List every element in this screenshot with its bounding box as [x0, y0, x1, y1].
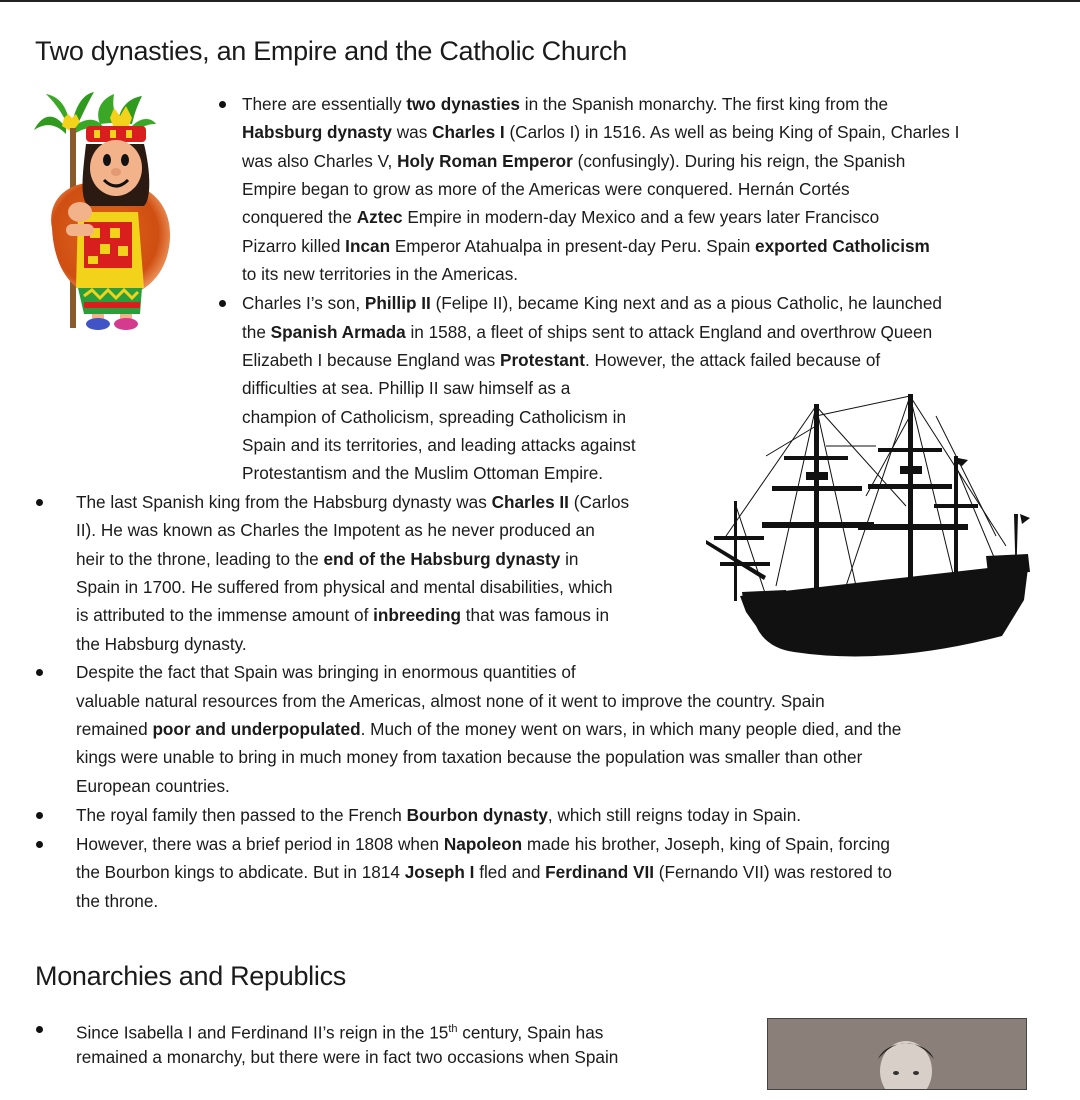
inca-figure-illustration	[32, 88, 180, 333]
b1-line7: to its new territories in the Americas.	[242, 264, 519, 284]
portrait-figure	[768, 1019, 1026, 1089]
b7-line1: Since Isabella I and Ferdinand II’s reign in the 15th century, Spain has	[76, 1022, 604, 1043]
section-heading-monarchies: Monarchies and Republics	[35, 961, 346, 991]
b6-line2: the Bourbon kings to abdicate. But in 1814 Joseph I fled and Ferdinand VII (Fernando VII) was restored to	[76, 862, 892, 882]
b3-line6: the Habsburg dynasty.	[76, 634, 247, 654]
b7-line2: remained a monarchy, but there were in fact two occasions when Spain	[76, 1047, 619, 1067]
bullet-marker	[36, 669, 43, 676]
bullet-marker	[36, 841, 43, 848]
b1-line1: There are essentially two dynasties in the Spanish monarchy. The first king from the	[242, 94, 889, 114]
b3-line4: Spain in 1700. He suffered from physical and mental disabilities, which	[76, 577, 613, 597]
bullet-marker	[219, 300, 226, 307]
b4-line4: kings were unable to bring in much money from taxation because the population was smaller than other	[76, 747, 863, 767]
b2-line7: Protestantism and the Muslim Ottoman Empire.	[242, 463, 604, 483]
b1-line2: Habsburg dynasty was Charles I (Carlos I) in 1516. As well as being King of Spain, Charles I	[242, 122, 960, 142]
b2-line1: Charles I’s son, Phillip II (Felipe II), became King next and as a pious Catholic, he launched	[242, 293, 942, 313]
b3-line3: heir to the throne, leading to the end of the Habsburg dynasty in	[76, 549, 579, 569]
b3-line5: is attributed to the immense amount of inbreeding that was famous in	[76, 605, 610, 625]
top-rule	[0, 0, 1080, 2]
b6-line3: the throne.	[76, 891, 159, 911]
b1-line6: Pizarro killed Incan Emperor Atahualpa in present-day Peru. Spain exported Catholicism	[242, 236, 930, 256]
king-portrait-photo	[767, 1018, 1027, 1090]
b7-line3-partial	[76, 1071, 81, 1100]
b6-line1: However, there was a brief period in 1808 when Napoleon made his brother, Joseph, king of Spain, forcing	[76, 834, 890, 854]
b3-line1: The last Spanish king from the Habsburg dynasty was Charles II (Carlos	[76, 492, 630, 512]
b1-line3: was also Charles V, Holy Roman Emperor (confusingly). During his reign, the Spanish	[242, 151, 906, 171]
b2-line3: Elizabeth I because England was Protestant. However, the attack failed because of	[242, 350, 881, 370]
b2-line4: difficulties at sea. Phillip II saw himself as a	[242, 378, 571, 398]
bullet-marker	[36, 1026, 43, 1033]
b4-line1: Despite the fact that Spain was bringing in enormous quantities of	[76, 662, 576, 682]
galleon-ship-silhouette	[706, 386, 1036, 666]
b2-line6: Spain and its territories, and leading attacks against	[242, 435, 636, 455]
bullet-marker	[36, 812, 43, 819]
b1-line5: conquered the Aztec Empire in modern-day Mexico and a few years later Francisco	[242, 207, 880, 227]
b2-line5: champion of Catholicism, spreading Catholicism in	[242, 407, 627, 427]
b3-line2: II). He was known as Charles the Impotent as he never produced an	[76, 520, 595, 540]
b4-line3: remained poor and underpopulated. Much of the money went on wars, in which many people died, and the	[76, 719, 902, 739]
bullet-marker	[36, 499, 43, 506]
b2-line2: the Spanish Armada in 1588, a fleet of ships sent to attack England and overthrow Queen	[242, 322, 933, 342]
b4-line2: valuable natural resources from the Americas, almost none of it went to improve the country. Spain	[76, 691, 825, 711]
b5-line1: The royal family then passed to the French Bourbon dynasty, which still reigns today in Spain.	[76, 805, 802, 825]
bullet-marker	[219, 101, 226, 108]
b4-line5: European countries.	[76, 776, 230, 796]
b1-line4: Empire began to grow as more of the Americas were conquered. Hernán Cortés	[242, 179, 850, 199]
section-heading-dynasties: Two dynasties, an Empire and the Catholic Church	[35, 36, 627, 66]
